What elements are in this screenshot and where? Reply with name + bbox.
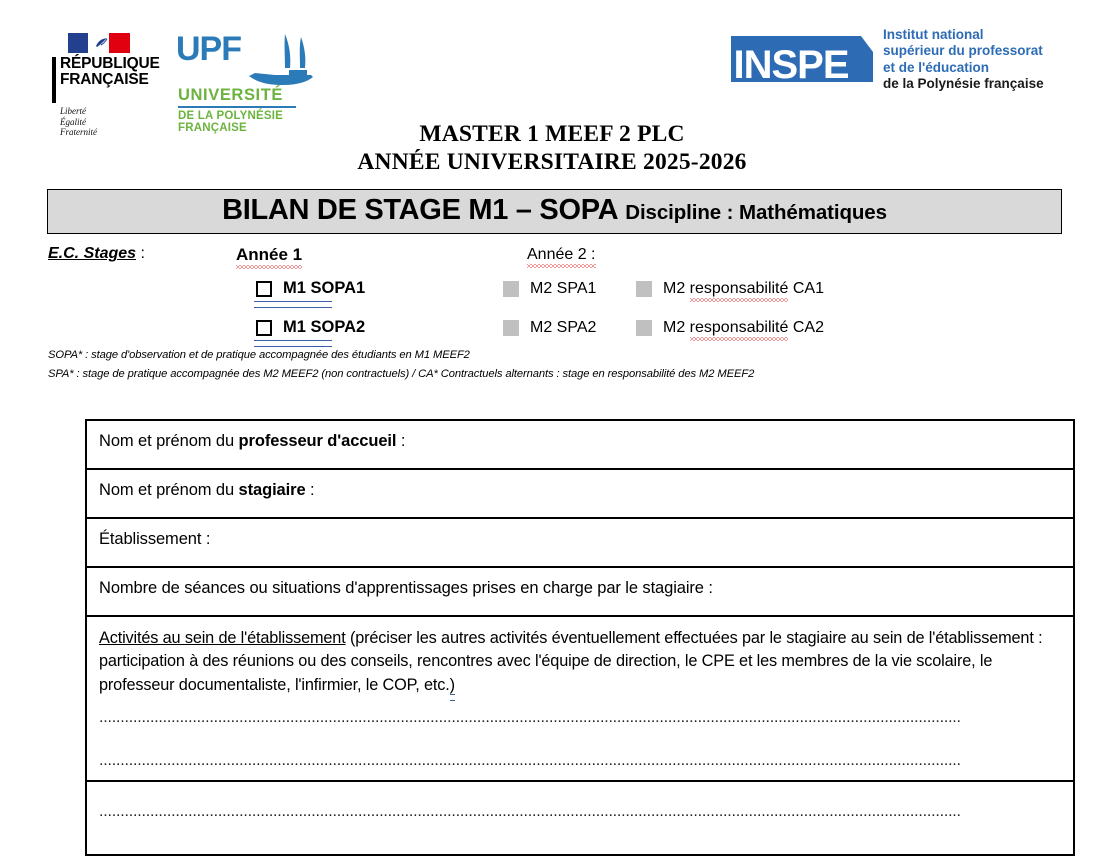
ec-stages-label-colon: : xyxy=(136,245,145,263)
annee2-heading-text: Année 2 : xyxy=(527,246,596,264)
option-m1-sopa2[interactable] xyxy=(256,318,365,337)
option-m2-responsabilite-ca1[interactable] xyxy=(636,280,824,298)
pirogue-sailboat-icon xyxy=(245,32,315,90)
footnote-sopa: SOPA* : stage d'observation et de pratique accompagnée des étudiants en M1 MEEF2 xyxy=(48,349,470,362)
footnote-spa-ca: SPA* : stage de pratique accompagnée des M2 MEEF2 (non contractuels) / CA* Contractuels alternants : stage en responsabilité des M2 MEEF2 xyxy=(48,367,755,380)
option-m2-responsabilite-ca2-label: M2 responsabilité CA2 xyxy=(663,319,824,337)
republique-motto xyxy=(60,106,160,138)
table-row-nombre-seances[interactable] xyxy=(87,568,1073,617)
inspe-tagline xyxy=(883,27,1044,93)
ec-stages-section xyxy=(0,243,1104,380)
row-prefix: Nom et prénom du xyxy=(99,481,239,499)
marianne-icon xyxy=(95,36,109,50)
motto-liberte: Liberté xyxy=(60,106,86,116)
table-row-activites[interactable] xyxy=(87,617,1073,782)
spellcheck-responsabilite: responsabilité xyxy=(689,280,789,298)
upf-logo xyxy=(176,30,351,134)
option-m2-spa1-label: M2 SPA1 xyxy=(530,280,597,298)
activites-heading: Activités au sein de l'établissement xyxy=(99,629,346,647)
upf-universite: UNIVERSITÉ xyxy=(178,86,284,104)
svg-text:INSPE: INSPE xyxy=(733,43,849,87)
option-m2-spa2-label: M2 SPA2 xyxy=(530,319,597,337)
grammar-underline-sopa1 xyxy=(254,301,332,308)
banner-main-title: BILAN DE STAGE M1 – SOPA xyxy=(222,194,619,227)
row-suffix: : xyxy=(305,481,315,499)
form-table xyxy=(85,419,1075,856)
gray-checkbox-icon[interactable] xyxy=(503,320,519,336)
form-banner xyxy=(47,189,1062,234)
inspe-logo xyxy=(731,26,1044,93)
table-row-activites-continuation[interactable] xyxy=(87,782,1073,856)
inspe-line-2: supérieur du professorat xyxy=(883,43,1043,59)
stage-footnotes xyxy=(48,346,754,382)
inspe-line-1: Institut national xyxy=(883,27,984,42)
table-row-stagiaire[interactable] xyxy=(87,470,1073,519)
option-m1-sopa2-label: M1 SOPA2 xyxy=(283,318,366,337)
gray-checkbox-icon[interactable] xyxy=(636,320,652,336)
ec-stages-label-text: E.C. Stages xyxy=(48,245,137,263)
republique-title-line2: FRANÇAISE xyxy=(60,70,149,88)
option-m2-responsabilite-ca2[interactable] xyxy=(636,319,824,337)
annee1-heading-text: Année 1 xyxy=(236,245,303,265)
spellcheck-responsabilite: responsabilité xyxy=(689,319,789,337)
document-title-line1: MASTER 1 MEEF 2 PLC xyxy=(419,121,685,147)
empty-checkbox-icon[interactable] xyxy=(256,320,272,336)
annee1-heading xyxy=(236,245,302,265)
document-title-line2: ANNÉE UNIVERSITAIRE 2025-2026 xyxy=(357,149,747,176)
upf-subtitle: DE LA POLYNÉSIE FRANÇAISE xyxy=(178,110,284,134)
row-prefix: Établissement : xyxy=(99,530,211,548)
table-row-professeur-accueil[interactable] xyxy=(87,421,1073,470)
activites-dotted-line-1[interactable]: ........................................................................................................................................................................................................... xyxy=(99,709,961,727)
row-bold: professeur d'accueil xyxy=(238,432,397,450)
option-m2-responsabilite-ca1-label: M2 responsabilité CA1 xyxy=(663,280,824,298)
gray-checkbox-icon[interactable] xyxy=(636,281,652,297)
banner-discipline: Discipline : Mathématiques xyxy=(625,201,887,225)
republique-francaise-logo xyxy=(52,33,160,138)
french-flag-icon xyxy=(68,33,130,53)
option-m1-sopa1-label: M1 SOPA1 xyxy=(283,279,366,298)
motto-fraternite: Fraternité xyxy=(60,127,97,138)
activites-closing-paren: ) xyxy=(450,674,455,697)
row-prefix: Nombre de séances ou situations d'apprentissages prises en charge par le stagiaire : xyxy=(99,579,713,597)
upf-acronym: UPF xyxy=(176,30,241,68)
option-m2-spa2[interactable] xyxy=(503,319,596,337)
gray-checkbox-icon[interactable] xyxy=(503,281,519,297)
inspe-mark-icon xyxy=(731,26,873,88)
row-prefix: Nom et prénom du xyxy=(99,432,239,450)
activites-body: (préciser les autres activités éventuellement effectuées par le stagiaire au sein de l'établissement : participation à des réunions ou des conseils, rencontres avec l'équipe de direction, le CPE et les membres de la vie scolaire, le professeur documentaliste, l'infirmier, le COP, etc. xyxy=(99,629,1043,694)
republique-title-line1: RÉPUBLIQUE xyxy=(60,55,160,72)
inspe-line-4: de la Polynésie française xyxy=(883,76,1044,92)
row-suffix: : xyxy=(396,432,406,450)
motto-egalite: Égalité xyxy=(60,116,86,127)
ec-stages-label xyxy=(48,245,145,263)
activites-dotted-line-2[interactable]: ........................................................................................................................................................................................................... xyxy=(99,752,961,770)
document-title xyxy=(0,120,1104,176)
option-m1-sopa1[interactable] xyxy=(256,279,365,298)
inspe-line-3: et de l'éducation xyxy=(883,59,989,75)
upf-divider xyxy=(178,106,296,108)
row-bold: stagiaire xyxy=(238,481,306,499)
option-m2-spa1[interactable] xyxy=(503,280,596,298)
republique-accent-bar xyxy=(52,57,56,103)
table-row-etablissement[interactable] xyxy=(87,519,1073,568)
activites-dotted-line-3[interactable]: ........................................................................................................................................................................................................... xyxy=(99,803,961,821)
empty-checkbox-icon[interactable] xyxy=(256,281,272,297)
annee2-heading xyxy=(527,246,596,264)
